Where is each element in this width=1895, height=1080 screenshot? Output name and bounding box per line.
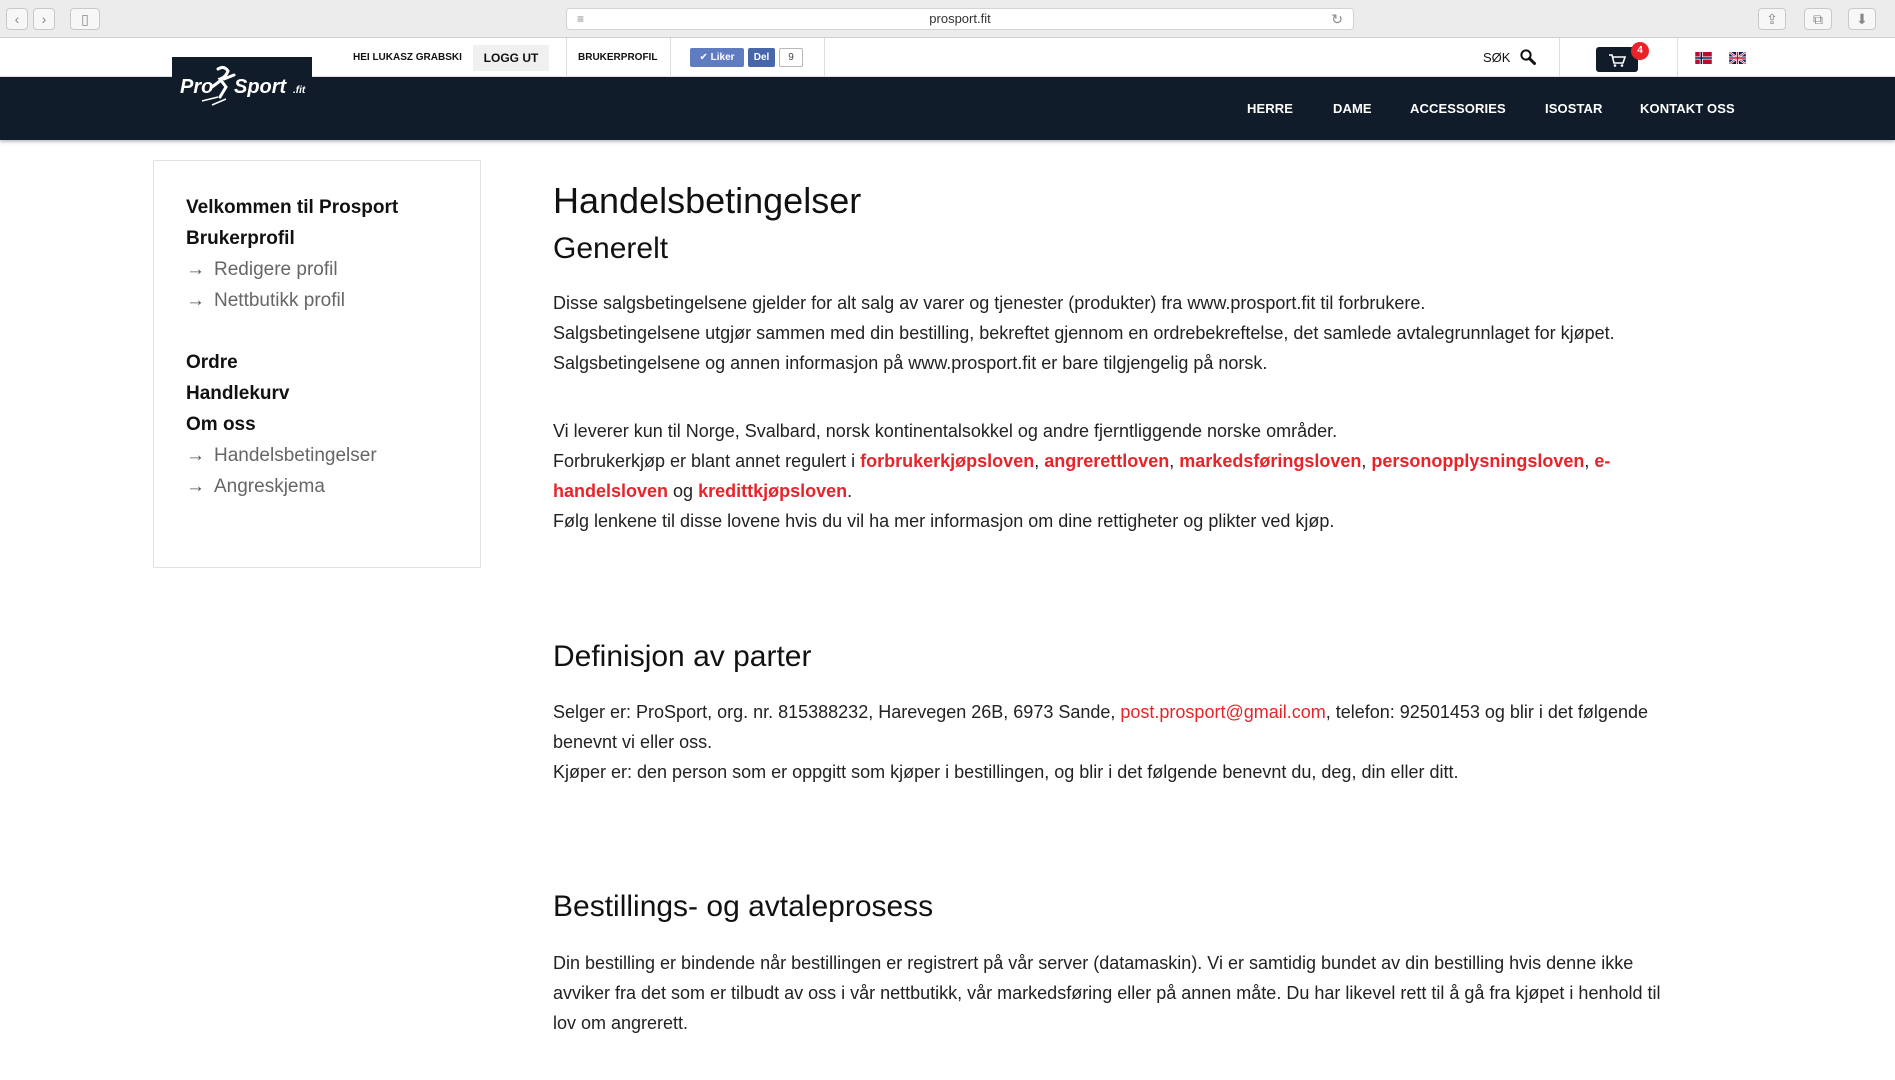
divider xyxy=(566,38,567,77)
sidebar-shop-profile-label: Nettbutikk profil xyxy=(214,290,345,311)
sidebar-edit-profile[interactable] xyxy=(186,259,338,281)
sidebar-welcome[interactable]: Velkommen til Prosport xyxy=(186,197,399,218)
url-text: prosport.fit xyxy=(929,11,991,26)
delivery-paragraph-2-cont: handelsloven og kredittkjøpsloven. xyxy=(553,481,853,501)
order-paragraph-line-2: avviker fra det som er tilbudt av oss i vår nettbutikk, vår markedsføring eller på annen måte. Du har likevel rett til å gå fra kjøpet i henhold til xyxy=(553,983,1661,1003)
checkmark-icon: ✔ xyxy=(699,52,708,63)
general-paragraph-2: Salgsbetingelsene utgjør sammen med din bestilling, bekreftet gjennom en ordrebekreftelse, det samlede avtalegrunnlaget for kjøpet. xyxy=(553,323,1615,343)
search-label[interactable]: SØK xyxy=(1483,50,1511,65)
sidebar-terms-label: Handelsbetingelser xyxy=(214,445,377,466)
delivery-paragraph-2: Forbrukerkjøp er blant annet regulert i forbrukerkjøpsloven, angrerettloven, markedsføringsloven, personopplysningsloven, e- xyxy=(553,451,1611,471)
divider xyxy=(1677,38,1678,77)
general-paragraph-1: Disse salgsbetingelsene gjelder for alt salg av varer og tjenester (produkter) fra www.prosport.fit til forbrukere. xyxy=(553,293,1426,313)
nav-isostar[interactable]: ISOSTAR xyxy=(1545,101,1603,116)
cart-count-badge: 4 xyxy=(1631,42,1649,60)
delivery-paragraph-3: Følg lenkene til disse lovene hvis du vil ha mer informasjon om dine rettigheter og plikter ved kjøp. xyxy=(553,511,1335,531)
sidebar-orders[interactable]: Ordre xyxy=(186,352,238,373)
account-sidebar xyxy=(153,160,481,568)
and-text: og xyxy=(668,481,699,501)
nav-accessories[interactable]: ACCESSORIES xyxy=(1410,101,1506,116)
sidebar-edit-profile-label: Redigere profil xyxy=(214,259,338,280)
divider xyxy=(670,38,671,77)
divider xyxy=(824,38,825,77)
facebook-like-count: 9 xyxy=(779,48,803,67)
downloads-icon[interactable]: ⬇ xyxy=(1848,8,1876,30)
sidebar-cancel-form-label: Angreskjema xyxy=(214,476,325,497)
sidebar-shop-profile[interactable] xyxy=(186,290,345,312)
reader-icon[interactable]: ≡ xyxy=(577,12,585,26)
share-icon[interactable]: ⇪ xyxy=(1758,8,1786,30)
svg-text:.fit: .fit xyxy=(293,85,306,96)
facebook-like-button[interactable] xyxy=(690,48,744,67)
law-link-forbrukerkjopsloven[interactable]: forbrukerkjøpsloven xyxy=(860,451,1035,471)
forward-icon[interactable]: › xyxy=(33,8,55,30)
section-heading-parties: Definisjon av parter xyxy=(553,640,812,673)
arrow-right-icon: → xyxy=(186,445,205,466)
greeting-text: HEI LUKASZ GRABSKI xyxy=(353,52,462,63)
uk-flag-icon[interactable] xyxy=(1728,52,1747,64)
sidebar-cancel-form[interactable] xyxy=(186,476,325,498)
svg-text:Pro: Pro xyxy=(180,76,214,98)
nav-dame[interactable]: DAME xyxy=(1333,101,1372,116)
order-paragraph-line-3: lov om angrerett. xyxy=(553,1013,689,1033)
browser-toolbar xyxy=(0,0,1895,38)
reload-icon[interactable]: ↻ xyxy=(1331,11,1343,27)
section-heading-order-process: Bestillings- og avtaleprosess xyxy=(553,890,934,923)
seller-text: Selger er: ProSport, org. nr. 815388232, Harevegen 26B, 6973 Sande, xyxy=(553,702,1121,722)
seller-paragraph-cont: benevnt vi eller oss. xyxy=(553,732,713,752)
law-link-markedsforingsloven[interactable]: markedsføringsloven xyxy=(1179,451,1362,471)
arrow-right-icon: → xyxy=(186,259,205,280)
norway-flag-icon[interactable] xyxy=(1694,52,1713,64)
seller-text-end: , telefon: 92501453 og blir i det følgende xyxy=(1325,702,1648,722)
seller-email-link[interactable]: post.prosport@gmail.com xyxy=(1120,702,1326,722)
divider xyxy=(1559,38,1560,77)
search-icon[interactable] xyxy=(1520,49,1536,65)
order-paragraph-line-1: Din bestilling er bindende når bestillingen er registrert på vår server (datamaskin). Vi er samtidig bundet av din bestilling hvis denne ikke xyxy=(553,953,1634,973)
arrow-right-icon: → xyxy=(186,290,205,311)
law-link-personopplysningsloven[interactable]: personopplysningsloven xyxy=(1371,451,1585,471)
law-link-kredittkjopsloven[interactable]: kredittkjøpsloven xyxy=(698,481,848,501)
sidebar-toggle-icon[interactable]: ▯ xyxy=(70,8,100,30)
svg-text:Sport: Sport xyxy=(234,76,287,98)
sidebar-profile[interactable]: Brukerprofil xyxy=(186,228,295,249)
law-link-angrerettloven[interactable]: angrerettloven xyxy=(1044,451,1170,471)
back-icon[interactable]: ‹ xyxy=(6,8,28,30)
delivery-text: Forbrukerkjøp er blant annet regulert i xyxy=(553,451,861,471)
nav-kontakt-oss[interactable]: KONTAKT OSS xyxy=(1640,101,1735,116)
profile-link[interactable]: BRUKERPROFIL xyxy=(578,52,658,63)
seller-paragraph xyxy=(553,697,1733,727)
facebook-share-button[interactable]: Del xyxy=(748,48,775,67)
sidebar-terms[interactable] xyxy=(186,445,377,467)
nav-herre[interactable]: HERRE xyxy=(1247,101,1294,116)
arrow-right-icon: → xyxy=(186,476,205,497)
page-title: Handelsbetingelser xyxy=(553,180,862,221)
section-heading-general: Generelt xyxy=(553,232,669,265)
delivery-paragraph-1: Vi leverer kun til Norge, Svalbard, norsk kontinentalsokkel og andre fjerntliggende norske områder. xyxy=(553,421,1338,441)
general-paragraph-3: Salgsbetingelsene og annen informasjon på www.prosport.fit er bare tilgjengelig på norsk. xyxy=(553,353,1268,373)
facebook-like-label: Liker xyxy=(710,52,735,63)
sidebar-about[interactable]: Om oss xyxy=(186,414,256,435)
logout-button[interactable]: LOGG UT xyxy=(473,45,549,71)
logo-graphic xyxy=(172,57,312,117)
sidebar-cart[interactable]: Handlekurv xyxy=(186,383,290,404)
law-link-ehandelsloven-part2[interactable]: handelsloven xyxy=(553,481,669,501)
tabs-icon[interactable]: ⧉ xyxy=(1804,8,1832,30)
law-link-ehandelsloven-part1[interactable]: e- xyxy=(1594,451,1611,471)
address-bar[interactable] xyxy=(566,8,1354,30)
buyer-paragraph: Kjøper er: den person som er oppgitt som kjøper i bestillingen, og blir i det følgende benevnt du, deg, din eller ditt. xyxy=(553,762,1459,782)
prosport-logo[interactable] xyxy=(172,57,312,117)
